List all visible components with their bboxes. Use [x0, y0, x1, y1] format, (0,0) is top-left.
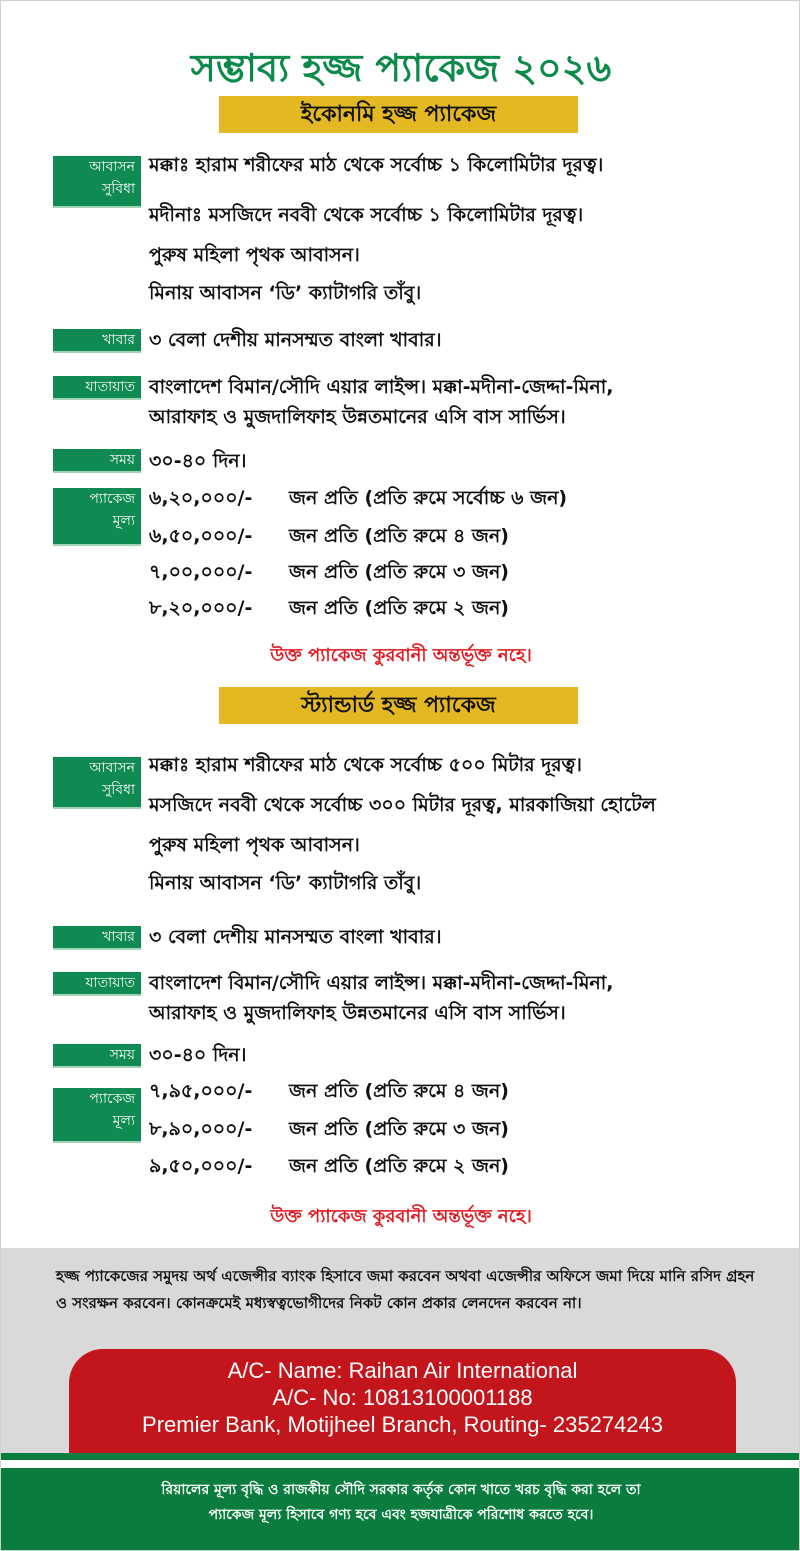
standard-accommodation-3: পুরুষ মহিলা পৃথক আবাসন।	[149, 834, 360, 856]
economy-price-2	[149, 522, 509, 554]
economy-accommodation-4: মিনায় আবাসন ‘ডি’ ক্যাটাগরি তাঁবু।	[149, 282, 422, 304]
label-line: আবাসন	[89, 159, 135, 175]
price-detail: জন প্রতি (প্রতি রুমে ৪ জন)	[289, 525, 509, 547]
label-line: প্যাকেজ	[89, 491, 135, 507]
economy-price-4	[149, 594, 509, 626]
standard-duration: ৩০-৪০ দিন।	[149, 1044, 247, 1066]
economy-duration: ৩০-৪০ দিন।	[149, 450, 247, 472]
standard-price-1	[149, 1077, 509, 1109]
economy-transport-1: বাংলাদেশ বিমান/সৌদি এয়ার লাইন্স। মক্কা-মদীনা-জেদ্দা-মিনা,	[149, 376, 614, 398]
standard-accommodation-4: মিনায় আবাসন ‘ডি’ ক্যাটাগরি তাঁবু।	[149, 872, 422, 894]
price-detail: জন প্রতি (প্রতি রুমে ২ জন)	[289, 597, 509, 619]
payment-warning: হজ্জ প্যাকেজের সমুদয় অর্থ এজেন্সীর ব্যাংক হিসাবে জমা করবেন অথবা এজেন্সীর অফিসে জমা দিয়ে মানি রসিদ গ্রহন ও সংরক্ষন করবেন। কোনক্রমেই মধ্যস্বত্বভোগীদের নিকট কোন প্রকার লেনদেন করবেন না।	[56, 1267, 755, 1312]
economy-accommodation-3: পুরুষ মহিলা পৃথক আবাসন।	[149, 244, 360, 266]
account-name: A/C- Name: Raihan Air International	[227, 1358, 578, 1383]
price-amount: ৮,২০,০০০/-	[149, 597, 253, 619]
standard-accommodation-label	[53, 757, 141, 809]
footer-line: প্যাকেজ মূল্য হিসাবে গণ্য হবে এবং হজযাত্রীকে পরিশোধ করতে হবে।	[208, 1507, 594, 1523]
standard-accommodation-1: মক্কাঃ হারাম শরীফের মাঠ থেকে সর্বোচ্চ ৫০০ মিটার দূরত্ব।	[149, 754, 582, 776]
economy-duration-label: সময়	[53, 449, 141, 473]
standard-price-2	[149, 1115, 509, 1147]
price-amount: ৭,৯৫,০০০/-	[149, 1080, 253, 1102]
footer-line: রিয়ালের মূল্য বৃদ্ধি ও রাজকীয় সৌদি সরকার কর্তৃক কোন খাতে খরচ বৃদ্ধি করা হলে তা	[161, 1482, 641, 1498]
economy-note: উক্ত প্যাকেজ কুরবানী অন্তর্ভূক্ত নহে।	[270, 645, 532, 666]
economy-heading: ইকোনমি হজ্জ প্যাকেজ	[219, 96, 578, 133]
label-line: মূল্য	[112, 1113, 135, 1129]
label-line: মূল্য	[112, 513, 135, 529]
economy-food: ৩ বেলা দেশীয় মানসম্মত বাংলা খাবার।	[149, 329, 442, 351]
economy-accommodation-label	[53, 156, 141, 208]
standard-food-label: খাবার	[53, 926, 141, 950]
bank-account-box	[69, 1349, 736, 1456]
price-amount: ৭,০০,০০০/-	[149, 561, 253, 583]
economy-transport-label: যাতায়াত	[53, 376, 141, 400]
label-line: সুবিধা	[102, 782, 135, 798]
account-number: A/C- No: 10813100001188	[272, 1385, 533, 1410]
economy-transport-2: আরাফাহ ও মুজদালিফাহ উন্নতমানের এসি বাস সার্ভিস।	[149, 406, 566, 428]
standard-transport-1: বাংলাদেশ বিমান/সৌদি এয়ার লাইন্স। মক্কা-মদীনা-জেদ্দা-মিনা,	[149, 972, 614, 994]
economy-price-3	[149, 558, 509, 590]
standard-price-label	[53, 1088, 141, 1143]
standard-note: উক্ত প্যাকেজ কুরবানী অন্তর্ভূক্ত নহে।	[270, 1206, 532, 1227]
price-amount: ৯,৫০,০০০/-	[149, 1155, 253, 1177]
economy-price-label	[53, 488, 141, 546]
standard-transport-label: যাতায়াত	[53, 972, 141, 996]
price-amount: ৬,৫০,০০০/-	[149, 525, 253, 547]
price-detail: জন প্রতি (প্রতি রুমে সর্বোচ্চ ৬ জন)	[289, 487, 568, 509]
price-detail: জন প্রতি (প্রতি রুমে ২ জন)	[289, 1155, 509, 1177]
label-line: সুবিধা	[102, 181, 135, 197]
label-line: আবাসন	[89, 760, 135, 776]
economy-accommodation-2: মদীনাঃ মসজিদে নববী থেকে সর্বোচ্চ ১ কিলোমিটার দূরত্ব।	[149, 204, 584, 226]
price-detail: জন প্রতি (প্রতি রুমে ৩ জন)	[289, 561, 509, 583]
bank-branch: Premier Bank, Motijheel Branch, Routing- 235274243	[142, 1412, 663, 1437]
divider	[1, 1453, 800, 1460]
standard-food: ৩ বেলা দেশীয় মানসম্মত বাংলা খাবার।	[149, 926, 442, 948]
economy-food-label: খাবার	[53, 329, 141, 353]
price-detail: জন প্রতি (প্রতি রুমে ৪ জন)	[289, 1080, 509, 1102]
standard-accommodation-2: মসজিদে নববী থেকে সর্বোচ্চ ৩০০ মিটার দূরত্ব, মারকাজিয়া হোটেল	[149, 794, 656, 816]
price-detail: জন প্রতি (প্রতি রুমে ৩ জন)	[289, 1118, 509, 1140]
economy-accommodation-1: মক্কাঃ হারাম শরীফের মাঠ থেকে সর্বোচ্চ ১ কিলোমিটার দূরত্ব।	[149, 154, 604, 176]
standard-price-3	[149, 1152, 509, 1184]
standard-heading: স্ট্যান্ডার্ড হজ্জ প্যাকেজ	[219, 687, 578, 724]
economy-price-1	[149, 484, 567, 516]
standard-duration-label: সময়	[53, 1044, 141, 1068]
price-amount: ৮,৯০,০০০/-	[149, 1118, 253, 1140]
page-title: সম্ভাব্য হজ্জ প্যাকেজ ২০২৬	[190, 46, 612, 90]
label-line: প্যাকেজ	[89, 1091, 135, 1107]
footer-notice	[1, 1468, 800, 1551]
standard-transport-2: আরাফাহ ও মুজদালিফাহ উন্নতমানের এসি বাস সার্ভিস।	[149, 1002, 566, 1024]
price-amount: ৬,২০,০০০/-	[149, 487, 253, 509]
